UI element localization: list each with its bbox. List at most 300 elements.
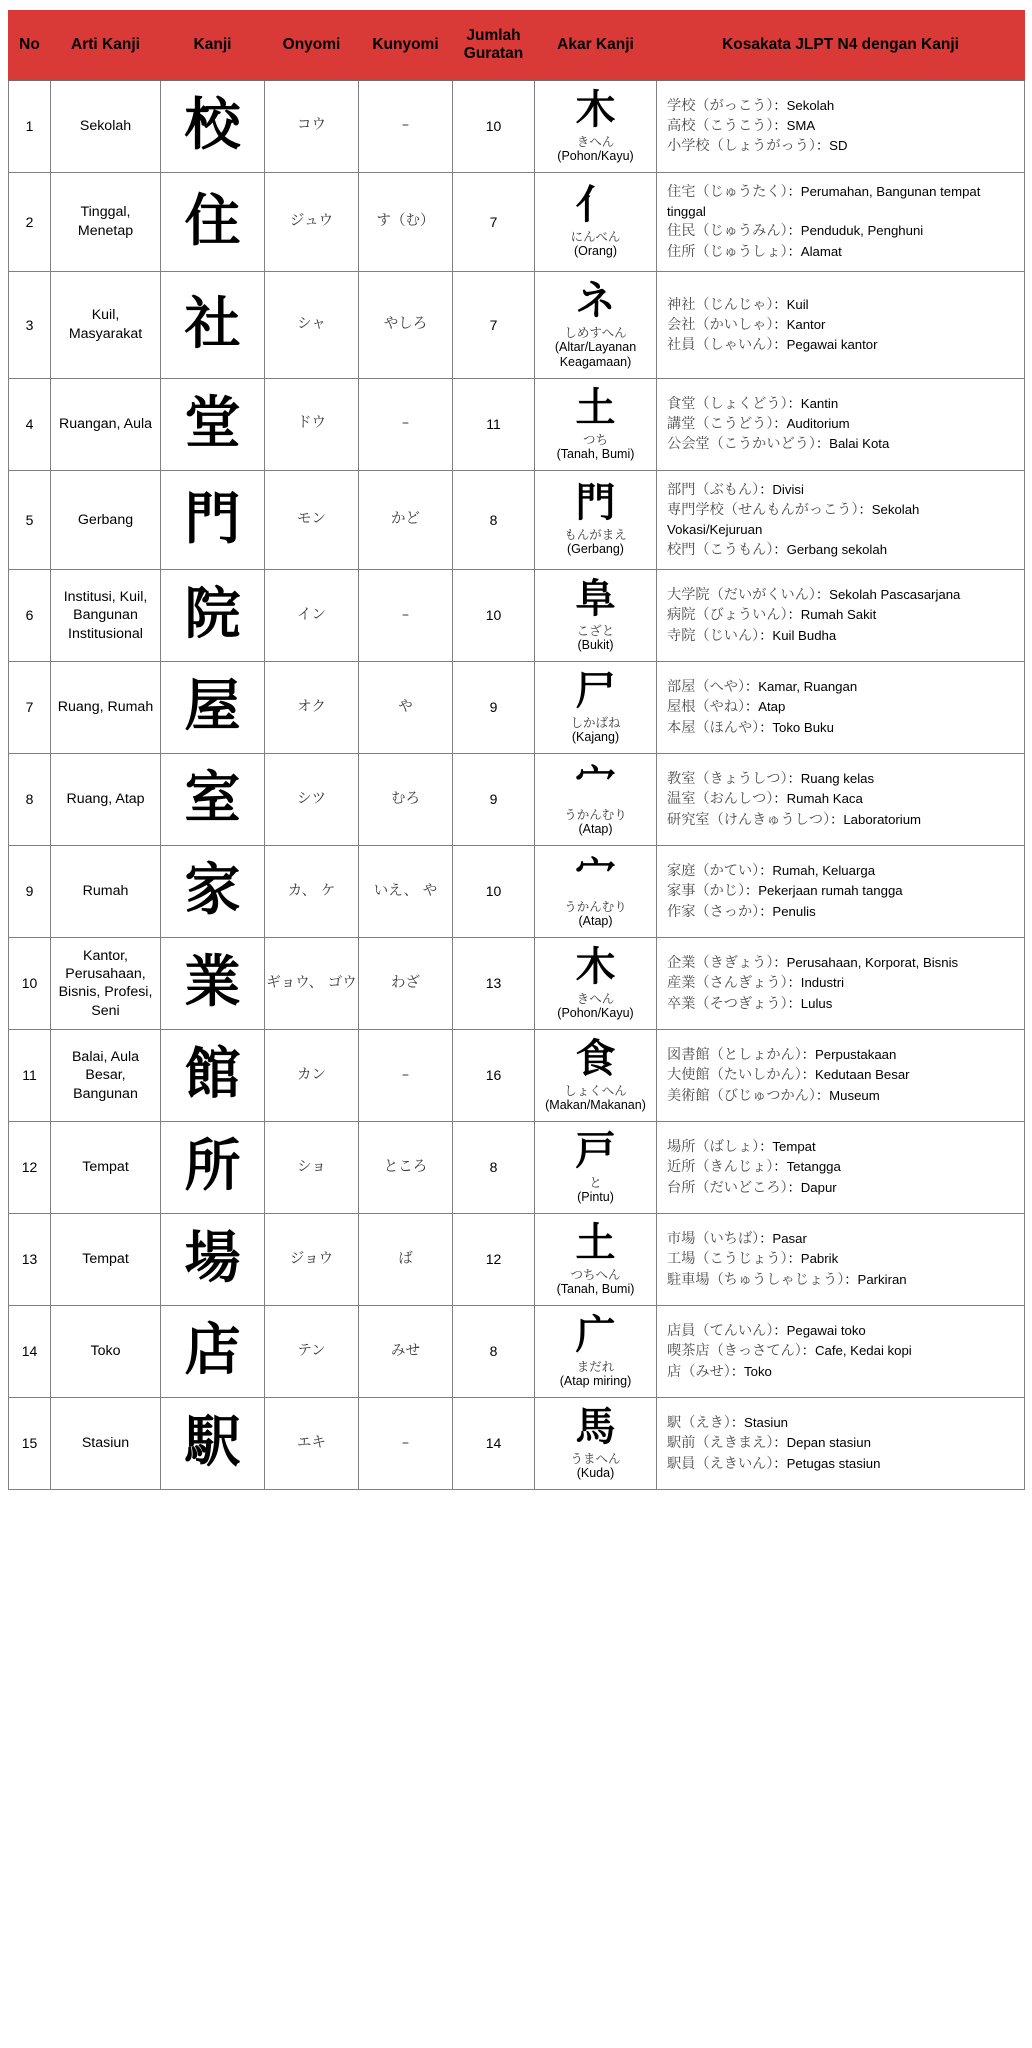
- vocabulary-cell: [657, 378, 1025, 470]
- vocabulary-entry: [667, 434, 1016, 454]
- vocabulary-cell: [657, 1121, 1025, 1213]
- vocabulary-entry: [667, 116, 1016, 136]
- stroke-count-cell: 7: [453, 172, 535, 271]
- vocabulary-japanese: 駐車場（ちゅうしゃじょう）: [667, 1271, 845, 1288]
- stroke-count-cell: 9: [453, 753, 535, 845]
- kanji-character-cell: 校: [161, 80, 265, 172]
- vocabulary-japanese: 駅前（えきまえ）: [667, 1435, 774, 1452]
- vocabulary-indonesian: ：Industri: [787, 975, 845, 991]
- kanji-character-cell: 住: [161, 172, 265, 271]
- radical-cell: [535, 172, 657, 271]
- radical-cell: [535, 1305, 657, 1397]
- radical-meaning: (Altar/Layanan Keagamaan): [554, 339, 637, 369]
- vocabulary-indonesian: ：Auditorium: [773, 416, 850, 432]
- vocabulary-entry: [667, 480, 1016, 500]
- vocabulary-cell: [657, 569, 1025, 661]
- row-number-cell: 1: [9, 80, 51, 172]
- meaning-cell: Balai, Aula Besar, Bangunan: [51, 1029, 161, 1121]
- radical-reading: こざと: [576, 622, 615, 638]
- radical-glyph: 亻: [575, 182, 616, 229]
- radical-cell: [535, 1121, 657, 1213]
- vocabulary-japanese: 大使館（たいしかん）: [667, 1067, 802, 1084]
- vocabulary-indonesian: ：Dapur: [787, 1179, 837, 1195]
- vocabulary-indonesian: ：Alamat: [787, 243, 842, 259]
- kunyomi-cell: むろ: [359, 753, 453, 845]
- table-row: [9, 80, 1025, 172]
- table-row: [9, 271, 1025, 378]
- vocabulary-entry: [667, 1229, 1016, 1249]
- vocabulary-entry: [667, 1413, 1016, 1433]
- radical-cell: [535, 569, 657, 661]
- vocabulary-cell: [657, 845, 1025, 937]
- row-number-cell: 11: [9, 1029, 51, 1121]
- vocabulary-japanese: 小学校（しょうがっう）: [667, 138, 816, 155]
- radical-glyph: 戸: [575, 1127, 616, 1174]
- vocabulary-cell: [657, 753, 1025, 845]
- radical-glyph: 馬: [575, 1403, 616, 1450]
- radical-meaning: (Pintu): [577, 1189, 614, 1204]
- radical-glyph: 广: [575, 1311, 616, 1358]
- radical-meaning: (Atap): [578, 913, 613, 928]
- vocabulary-entry: [667, 1178, 1016, 1198]
- radical-cell: [535, 1213, 657, 1305]
- vocabulary-entry: [667, 540, 1016, 560]
- kunyomi-cell: –: [359, 569, 453, 661]
- vocabulary-indonesian: ：Pegawai kantor: [773, 336, 878, 352]
- vocabulary-cell: [657, 172, 1025, 271]
- vocabulary-indonesian: ：Penulis: [759, 903, 816, 919]
- table-row: [9, 378, 1025, 470]
- kunyomi-cell: –: [359, 378, 453, 470]
- vocabulary-indonesian: ：Kuil: [773, 296, 809, 312]
- vocabulary-entry: [667, 769, 1016, 789]
- kunyomi-cell: ば: [359, 1213, 453, 1305]
- vocabulary-indonesian: ：Petugas stasiun: [773, 1455, 881, 1471]
- radical-meaning: (Pohon/Kayu): [557, 1005, 634, 1020]
- kanji-character-cell: 店: [161, 1305, 265, 1397]
- kanji-character-cell: 堂: [161, 378, 265, 470]
- radical-meaning: (Tanah, Bumi): [556, 1281, 635, 1296]
- vocabulary-japanese: 住民（じゅうみん）: [667, 223, 788, 240]
- vocabulary-japanese: 温室（おんしつ）: [667, 791, 774, 808]
- vocabulary-indonesian: ：Perumahan, Bangunan tempat tinggal: [667, 183, 981, 219]
- radical-reading: と: [589, 1174, 602, 1190]
- radical-glyph: 宀: [575, 851, 616, 898]
- vocabulary-japanese: 台所（だいどころ）: [667, 1179, 788, 1196]
- vocabulary-japanese: 屋根（やね）: [667, 699, 746, 716]
- vocabulary-indonesian: ：Ruang kelas: [787, 771, 875, 787]
- onyomi-cell: コウ: [265, 80, 359, 172]
- vocabulary-japanese: 図書館（としょかん）: [667, 1047, 802, 1064]
- column-header-kosakata: Kosakata JLPT N4 dengan Kanji: [657, 11, 1025, 81]
- vocabulary-entry: [667, 136, 1016, 156]
- vocabulary-japanese: 校門（こうもん）: [667, 541, 774, 558]
- vocabulary-indonesian: ：Pegawai toko: [773, 1323, 866, 1339]
- column-header-akar: Akar Kanji: [535, 11, 657, 81]
- column-header-arti: Arti Kanji: [51, 11, 161, 81]
- onyomi-cell: ジョウ: [265, 1213, 359, 1305]
- vocabulary-japanese: 寺院（じいん）: [667, 627, 760, 644]
- vocabulary-indonesian: ：Kamar, Ruangan: [745, 679, 858, 695]
- radical-reading: つちへん: [570, 1266, 621, 1282]
- vocabulary-indonesian: ：Kuil Budha: [759, 627, 837, 643]
- row-number-cell: 10: [9, 937, 51, 1029]
- vocabulary-japanese: 企業（きぎょう）: [667, 955, 774, 972]
- table-row: [9, 937, 1025, 1029]
- vocabulary-japanese: 専門学校（せんもんがっこう）: [667, 501, 859, 518]
- kanji-character-cell: 業: [161, 937, 265, 1029]
- vocabulary-indonesian: ：Kedutaan Besar: [801, 1067, 910, 1083]
- vocabulary-japanese: 市場（いちば）: [667, 1231, 760, 1248]
- vocabulary-indonesian: ：Sekolah: [773, 97, 835, 113]
- vocabulary-cell: [657, 937, 1025, 1029]
- meaning-cell: Gerbang: [51, 470, 161, 569]
- vocabulary-japanese: 研究室（けんきゅうしつ）: [667, 811, 831, 828]
- vocabulary-japanese: 住所（じゅうしょ）: [667, 243, 788, 260]
- radical-glyph: 宀: [575, 759, 616, 806]
- vocabulary-indonesian: ：Perusahaan, Korporat, Bisnis: [773, 955, 959, 971]
- row-number-cell: 4: [9, 378, 51, 470]
- vocabulary-japanese: 駅（えき）: [667, 1415, 731, 1432]
- meaning-cell: Rumah: [51, 845, 161, 937]
- row-number-cell: 9: [9, 845, 51, 937]
- vocabulary-entry: [667, 1362, 1016, 1382]
- row-number-cell: 3: [9, 271, 51, 378]
- radical-reading: もんがまえ: [564, 527, 627, 543]
- vocabulary-japanese: 教室（きょうしつ）: [667, 771, 788, 788]
- vocabulary-indonesian: ：Lulus: [787, 995, 833, 1011]
- vocabulary-indonesian: ：Penduduk, Penghuni: [787, 223, 924, 239]
- radical-reading: まだれ: [576, 1358, 615, 1374]
- row-number-cell: 5: [9, 470, 51, 569]
- radical-meaning: (Bukit): [577, 637, 614, 652]
- table-row: [9, 1213, 1025, 1305]
- vocabulary-indonesian: ：Tetangga: [773, 1159, 841, 1175]
- kanji-character-cell: 門: [161, 470, 265, 569]
- vocabulary-indonesian: ：Sekolah Vokasi/Kejuruan: [667, 501, 920, 538]
- onyomi-cell: エキ: [265, 1397, 359, 1489]
- radical-cell: [535, 753, 657, 845]
- vocabulary-japanese: 講堂（こうどう）: [667, 416, 774, 433]
- stroke-count-cell: 13: [453, 937, 535, 1029]
- kunyomi-cell: いえ、 や: [359, 845, 453, 937]
- kunyomi-cell: やしろ: [359, 271, 453, 378]
- vocabulary-indonesian: ：Stasiun: [730, 1415, 789, 1431]
- vocabulary-indonesian: ：Balai Kota: [815, 436, 890, 452]
- vocabulary-entry: [667, 221, 1016, 241]
- vocabulary-indonesian: ：Kantin: [787, 396, 839, 412]
- stroke-count-cell: 8: [453, 1121, 535, 1213]
- radical-meaning: (Atap): [578, 821, 613, 836]
- vocabulary-entry: [667, 295, 1016, 315]
- row-number-cell: 8: [9, 753, 51, 845]
- radical-glyph: 木: [575, 943, 616, 990]
- column-header-onyomi: Onyomi: [265, 11, 359, 81]
- vocabulary-japanese: 本屋（ほんや）: [667, 719, 760, 736]
- radical-reading: にんべん: [570, 229, 621, 245]
- radical-meaning: (Pohon/Kayu): [557, 148, 634, 163]
- stroke-count-cell: 11: [453, 378, 535, 470]
- vocabulary-cell: [657, 470, 1025, 569]
- table-body: [9, 80, 1025, 1489]
- radical-reading: しかばね: [570, 714, 621, 730]
- vocabulary-entry: [667, 585, 1016, 605]
- vocabulary-indonesian: ：Tempat: [759, 1139, 816, 1155]
- radical-reading: うかんむり: [564, 806, 627, 822]
- vocabulary-entry: [667, 861, 1016, 881]
- stroke-count-cell: 10: [453, 80, 535, 172]
- vocabulary-japanese: 産業（さんぎょう）: [667, 975, 788, 992]
- stroke-count-cell: 8: [453, 1305, 535, 1397]
- vocabulary-entry: [667, 677, 1016, 697]
- meaning-cell: Institusi, Kuil, Bangunan Institusional: [51, 569, 161, 661]
- row-number-cell: 13: [9, 1213, 51, 1305]
- vocabulary-japanese: 家事（かじ）: [667, 883, 746, 900]
- vocabulary-indonesian: ：Cafe, Kedai kopi: [801, 1343, 912, 1359]
- column-header-guratan: Jumlah Guratan: [453, 11, 535, 81]
- kunyomi-cell: かど: [359, 470, 453, 569]
- vocabulary-japanese: 工場（こうじょう）: [667, 1251, 788, 1268]
- radical-cell: [535, 845, 657, 937]
- onyomi-cell: シツ: [265, 753, 359, 845]
- radical-cell: [535, 378, 657, 470]
- kanji-character-cell: 場: [161, 1213, 265, 1305]
- vocabulary-entry: [667, 789, 1016, 809]
- vocabulary-entry: [667, 626, 1016, 646]
- kanji-character-cell: 駅: [161, 1397, 265, 1489]
- kunyomi-cell: す（む）: [359, 172, 453, 271]
- vocabulary-entry: [667, 1270, 1016, 1290]
- kanji-character-cell: 社: [161, 271, 265, 378]
- meaning-cell: Tempat: [51, 1121, 161, 1213]
- kunyomi-cell: わざ: [359, 937, 453, 1029]
- radical-glyph: 阜: [575, 575, 616, 622]
- vocabulary-japanese: 場所（ばしょ）: [667, 1139, 760, 1156]
- vocabulary-cell: [657, 1305, 1025, 1397]
- vocabulary-japanese: 部門（ぶもん）: [667, 481, 760, 498]
- radical-reading: しめすへん: [564, 324, 627, 340]
- vocabulary-indonesian: ：Depan stasiun: [773, 1435, 871, 1451]
- column-header-kanji: Kanji: [161, 11, 265, 81]
- radical-reading: きへん: [576, 990, 615, 1006]
- meaning-cell: Ruang, Atap: [51, 753, 161, 845]
- vocabulary-japanese: 学校（がっこう）: [667, 97, 774, 114]
- vocabulary-entry: [667, 1341, 1016, 1361]
- vocabulary-indonesian: ：Museum: [815, 1087, 880, 1103]
- column-header-kunyomi: Kunyomi: [359, 11, 453, 81]
- onyomi-cell: オク: [265, 661, 359, 753]
- vocabulary-entry: [667, 242, 1016, 262]
- table-row: [9, 661, 1025, 753]
- vocabulary-japanese: 美術館（びじゅつかん）: [667, 1087, 816, 1104]
- vocabulary-indonesian: ：Atap: [745, 699, 786, 715]
- vocabulary-entry: [667, 605, 1016, 625]
- onyomi-cell: ドウ: [265, 378, 359, 470]
- vocabulary-indonesian: ：Pabrik: [787, 1251, 839, 1267]
- radical-glyph: 土: [575, 1219, 616, 1266]
- onyomi-cell: テン: [265, 1305, 359, 1397]
- vocabulary-entry: [667, 810, 1016, 830]
- vocabulary-entry: [667, 414, 1016, 434]
- row-number-cell: 14: [9, 1305, 51, 1397]
- vocabulary-indonesian: ：Parkiran: [844, 1271, 907, 1287]
- kanji-character-cell: 所: [161, 1121, 265, 1213]
- radical-cell: [535, 80, 657, 172]
- radical-reading: うまへん: [570, 1450, 621, 1466]
- table-row: [9, 1397, 1025, 1489]
- vocabulary-indonesian: ：Perpustakaan: [801, 1047, 897, 1063]
- onyomi-cell: ショ: [265, 1121, 359, 1213]
- vocabulary-entry: [667, 1321, 1016, 1341]
- radical-meaning: (Makan/Makanan): [545, 1097, 646, 1112]
- vocabulary-entry: [667, 718, 1016, 738]
- vocabulary-cell: [657, 80, 1025, 172]
- vocabulary-japanese: 卒業（そつぎょう）: [667, 995, 788, 1012]
- table-header-row: [9, 11, 1025, 81]
- onyomi-cell: ジュウ: [265, 172, 359, 271]
- radical-meaning: (Atap miring): [559, 1373, 632, 1388]
- radical-meaning: (Kajang): [571, 729, 620, 744]
- kanji-character-cell: 院: [161, 569, 265, 661]
- onyomi-cell: ギョウ、 ゴウ: [265, 937, 359, 1029]
- row-number-cell: 7: [9, 661, 51, 753]
- vocabulary-japanese: 病院（びょういん）: [667, 607, 788, 624]
- vocabulary-entry: [667, 1086, 1016, 1106]
- row-number-cell: 6: [9, 569, 51, 661]
- vocabulary-entry: [667, 881, 1016, 901]
- row-number-cell: 2: [9, 172, 51, 271]
- vocabulary-japanese: 神社（じんじゃ）: [667, 296, 774, 313]
- radical-meaning: (Gerbang): [567, 542, 624, 557]
- vocabulary-entry: [667, 902, 1016, 922]
- onyomi-cell: カン: [265, 1029, 359, 1121]
- radical-reading: しょくへん: [564, 1082, 627, 1098]
- stroke-count-cell: 10: [453, 845, 535, 937]
- vocabulary-indonesian: ：Pekerjaan rumah tangga: [745, 883, 903, 899]
- vocabulary-entry: [667, 994, 1016, 1014]
- vocabulary-entry: [667, 1433, 1016, 1453]
- table-row: [9, 470, 1025, 569]
- onyomi-cell: イン: [265, 569, 359, 661]
- kunyomi-cell: や: [359, 661, 453, 753]
- vocabulary-japanese: 社員（しゃいん）: [667, 336, 774, 353]
- vocabulary-indonesian: ：Rumah Sakit: [787, 607, 877, 623]
- kanji-character-cell: 室: [161, 753, 265, 845]
- radical-glyph: 食: [575, 1035, 616, 1082]
- kunyomi-cell: –: [359, 80, 453, 172]
- vocabulary-japanese: 駅員（えきいん）: [667, 1455, 774, 1472]
- kanji-character-cell: 屋: [161, 661, 265, 753]
- vocabulary-entry: [667, 973, 1016, 993]
- radical-cell: [535, 937, 657, 1029]
- vocabulary-japanese: 公会堂（こうかいどう）: [667, 436, 816, 453]
- kanji-character-cell: 館: [161, 1029, 265, 1121]
- vocabulary-entry: [667, 697, 1016, 717]
- vocabulary-entry: [667, 182, 1016, 222]
- table-row: [9, 1029, 1025, 1121]
- vocabulary-cell: [657, 1029, 1025, 1121]
- radical-glyph: 木: [575, 86, 616, 133]
- onyomi-cell: シャ: [265, 271, 359, 378]
- vocabulary-entry: [667, 1065, 1016, 1085]
- vocabulary-japanese: 大学院（だいがくいん）: [667, 587, 816, 604]
- kunyomi-cell: みせ: [359, 1305, 453, 1397]
- meaning-cell: Tempat: [51, 1213, 161, 1305]
- radical-reading: つち: [582, 431, 608, 447]
- radical-cell: [535, 470, 657, 569]
- radical-glyph: 土: [575, 384, 616, 431]
- vocabulary-indonesian: ：Pasar: [759, 1231, 807, 1247]
- meaning-cell: Sekolah: [51, 80, 161, 172]
- stroke-count-cell: 10: [453, 569, 535, 661]
- radical-cell: [535, 271, 657, 378]
- vocabulary-japanese: 店（みせ）: [667, 1363, 731, 1380]
- stroke-count-cell: 14: [453, 1397, 535, 1489]
- vocabulary-indonesian: ：Kantor: [773, 316, 826, 332]
- kunyomi-cell: ところ: [359, 1121, 453, 1213]
- vocabulary-indonesian: ：Sekolah Pascasarjana: [815, 587, 961, 603]
- vocabulary-indonesian: ：Rumah Kaca: [773, 791, 863, 807]
- vocabulary-entry: [667, 96, 1016, 116]
- vocabulary-japanese: 会社（かいしゃ）: [667, 316, 774, 333]
- vocabulary-japanese: 部屋（へや）: [667, 679, 746, 696]
- vocabulary-japanese: 近所（きんじょ）: [667, 1159, 774, 1176]
- meaning-cell: Tinggal, Menetap: [51, 172, 161, 271]
- vocabulary-entry: [667, 1137, 1016, 1157]
- stroke-count-cell: 16: [453, 1029, 535, 1121]
- table-row: [9, 569, 1025, 661]
- vocabulary-indonesian: ：Laboratorium: [830, 811, 922, 827]
- vocabulary-japanese: 高校（こうこう）: [667, 117, 774, 134]
- vocabulary-japanese: 食堂（しょくどう）: [667, 396, 788, 413]
- table-row: [9, 1305, 1025, 1397]
- vocabulary-entry: [667, 335, 1016, 355]
- vocabulary-entry: [667, 394, 1016, 414]
- vocabulary-indonesian: ：SMA: [773, 117, 816, 133]
- vocabulary-japanese: 家庭（かてい）: [667, 863, 760, 880]
- vocabulary-indonesian: ：Rumah, Keluarga: [759, 863, 876, 879]
- radical-glyph: 門: [575, 480, 616, 527]
- onyomi-cell: カ、 ケ: [265, 845, 359, 937]
- kunyomi-cell: –: [359, 1029, 453, 1121]
- radical-glyph: ネ: [575, 277, 616, 324]
- table-row: [9, 172, 1025, 271]
- radical-reading: うかんむり: [564, 898, 627, 914]
- vocabulary-entry: [667, 500, 1016, 540]
- vocabulary-entry: [667, 1157, 1016, 1177]
- vocabulary-indonesian: ：Toko Buku: [759, 719, 834, 735]
- vocabulary-cell: [657, 271, 1025, 378]
- vocabulary-cell: [657, 1397, 1025, 1489]
- vocabulary-indonesian: ：Gerbang sekolah: [773, 541, 888, 557]
- vocabulary-indonesian: ：SD: [815, 138, 848, 154]
- radical-meaning: (Kuda): [576, 1465, 615, 1480]
- vocabulary-entry: [667, 1249, 1016, 1269]
- kunyomi-cell: –: [359, 1397, 453, 1489]
- vocabulary-indonesian: ：Toko: [730, 1363, 772, 1379]
- vocabulary-japanese: 店員（てんいん）: [667, 1323, 774, 1340]
- meaning-cell: Kantor, Perusahaan, Bisnis, Profesi, Seni: [51, 937, 161, 1029]
- vocabulary-japanese: 作家（さっか）: [667, 903, 760, 920]
- row-number-cell: 15: [9, 1397, 51, 1489]
- vocabulary-entry: [667, 953, 1016, 973]
- meaning-cell: Stasiun: [51, 1397, 161, 1489]
- vocabulary-entry: [667, 1045, 1016, 1065]
- stroke-count-cell: 7: [453, 271, 535, 378]
- stroke-count-cell: 9: [453, 661, 535, 753]
- kanji-character-cell: 家: [161, 845, 265, 937]
- vocabulary-cell: [657, 1213, 1025, 1305]
